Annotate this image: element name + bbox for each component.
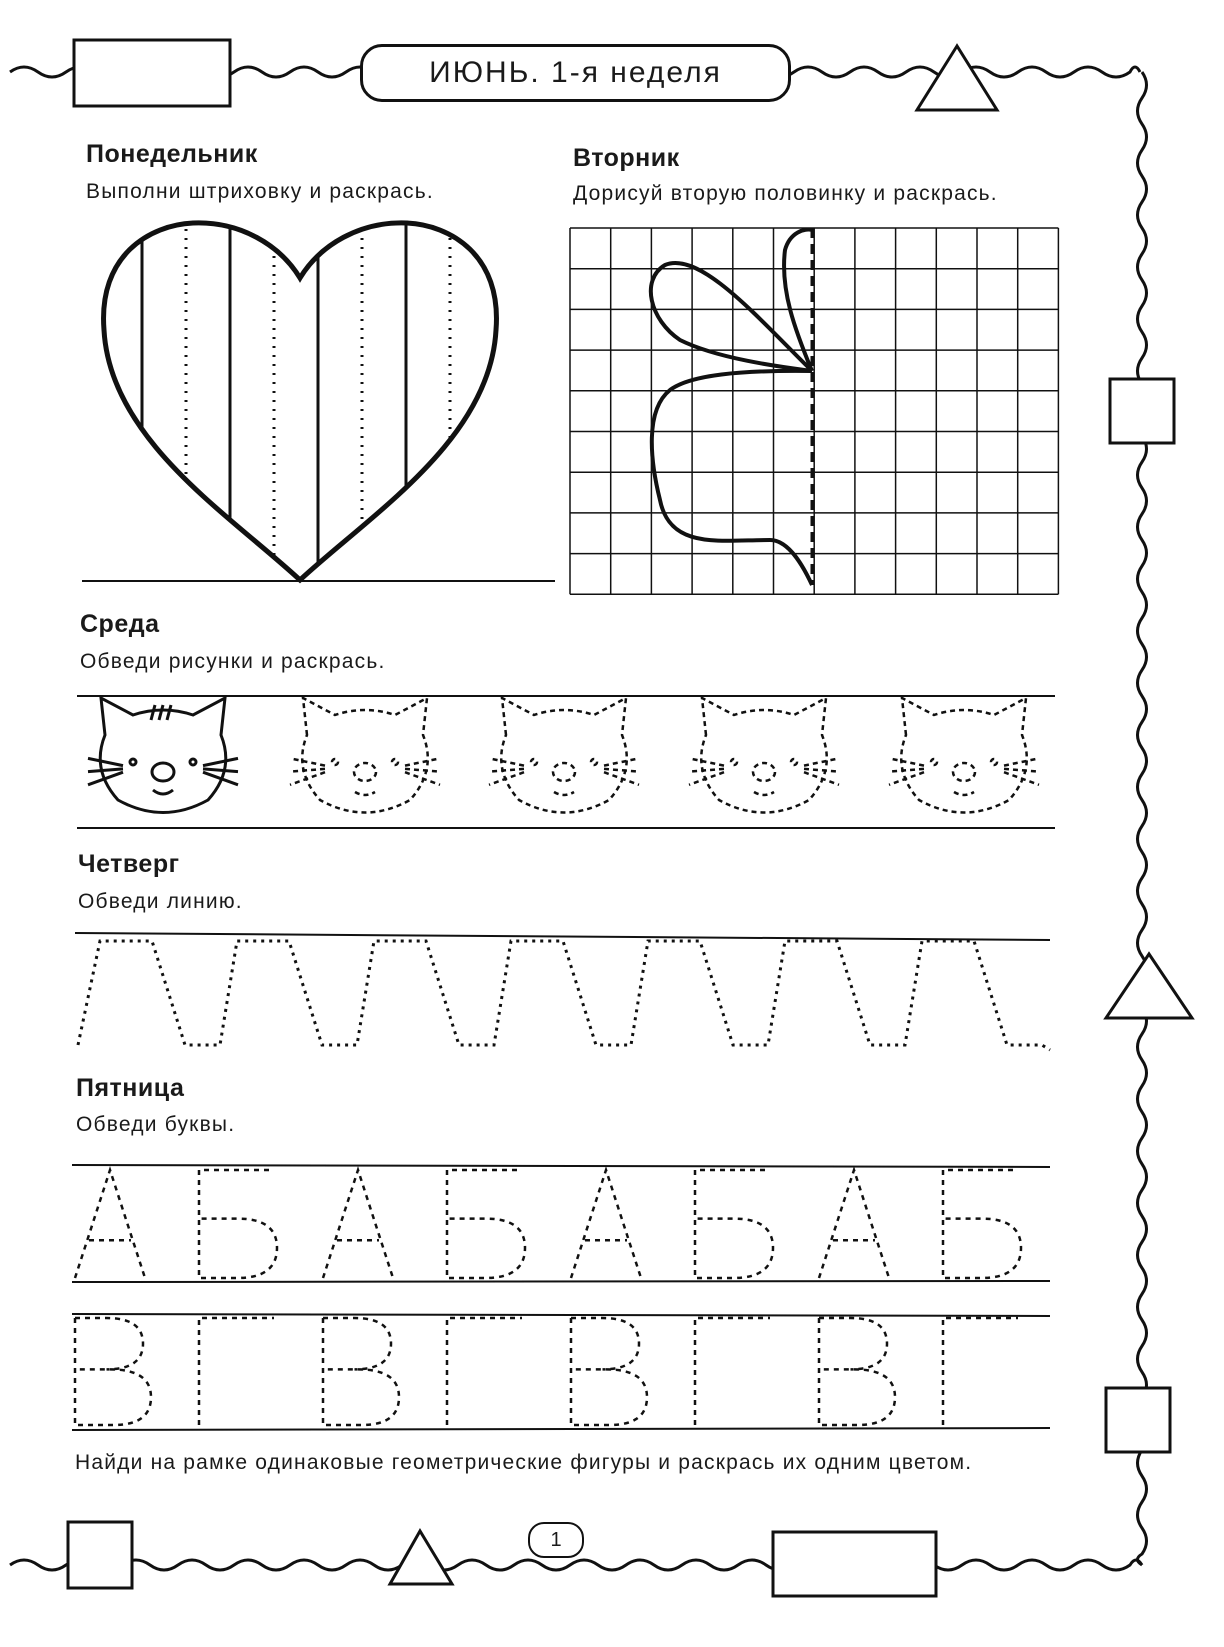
page-title: ИЮНЬ. 1-я неделя (360, 44, 791, 102)
tuesday-instruction: Дорисуй вторую половинку и раскрась. (573, 182, 998, 205)
letters-row1-top-line (72, 1165, 1050, 1167)
dotted-letter-ge[interactable] (447, 1318, 522, 1425)
dotted-letter-be[interactable] (695, 1170, 773, 1278)
dotted-letter-ge[interactable] (695, 1318, 770, 1425)
dotted-letter-ve[interactable] (323, 1318, 399, 1425)
letters-row2-top-line (72, 1314, 1050, 1316)
dotted-letter-a[interactable] (323, 1170, 393, 1278)
dotted-letter-a[interactable] (819, 1170, 889, 1278)
letters-row1 (75, 1170, 1021, 1278)
dotted-letter-be[interactable] (199, 1170, 277, 1278)
friday-heading: Пятница (76, 1074, 185, 1102)
wednesday-instruction: Обведи рисунки и раскрась. (80, 650, 386, 673)
monday-heading: Понедельник (86, 140, 258, 168)
wednesday-heading: Среда (80, 610, 160, 638)
tuesday-heading: Вторник (573, 144, 680, 172)
letters-row1-bottom-line (72, 1281, 1050, 1282)
dotted-letter-be[interactable] (943, 1170, 1021, 1278)
dotted-letter-be[interactable] (447, 1170, 525, 1278)
dotted-letter-a[interactable] (571, 1170, 641, 1278)
dotted-letter-ve[interactable] (819, 1318, 895, 1425)
dotted-letter-ve[interactable] (571, 1318, 647, 1425)
thursday-heading: Четверг (78, 850, 180, 878)
dotted-letter-a[interactable] (75, 1170, 145, 1278)
dotted-letter-ve[interactable] (75, 1318, 151, 1425)
letters-row2 (75, 1318, 1018, 1425)
dotted-letter-ge[interactable] (199, 1318, 274, 1425)
monday-instruction: Выполни штриховку и раскрась. (86, 180, 434, 203)
letters-row2-bottom-line (72, 1428, 1050, 1430)
footer-task-text: Найди на рамке одинаковые геометрические фигуры и раскрась их одним цветом. (75, 1451, 973, 1474)
page-number: 1 (528, 1522, 584, 1558)
thursday-instruction: Обведи линию. (78, 890, 243, 913)
dotted-letter-ge[interactable] (943, 1318, 1018, 1425)
friday-instruction: Обведи буквы. (76, 1113, 236, 1136)
